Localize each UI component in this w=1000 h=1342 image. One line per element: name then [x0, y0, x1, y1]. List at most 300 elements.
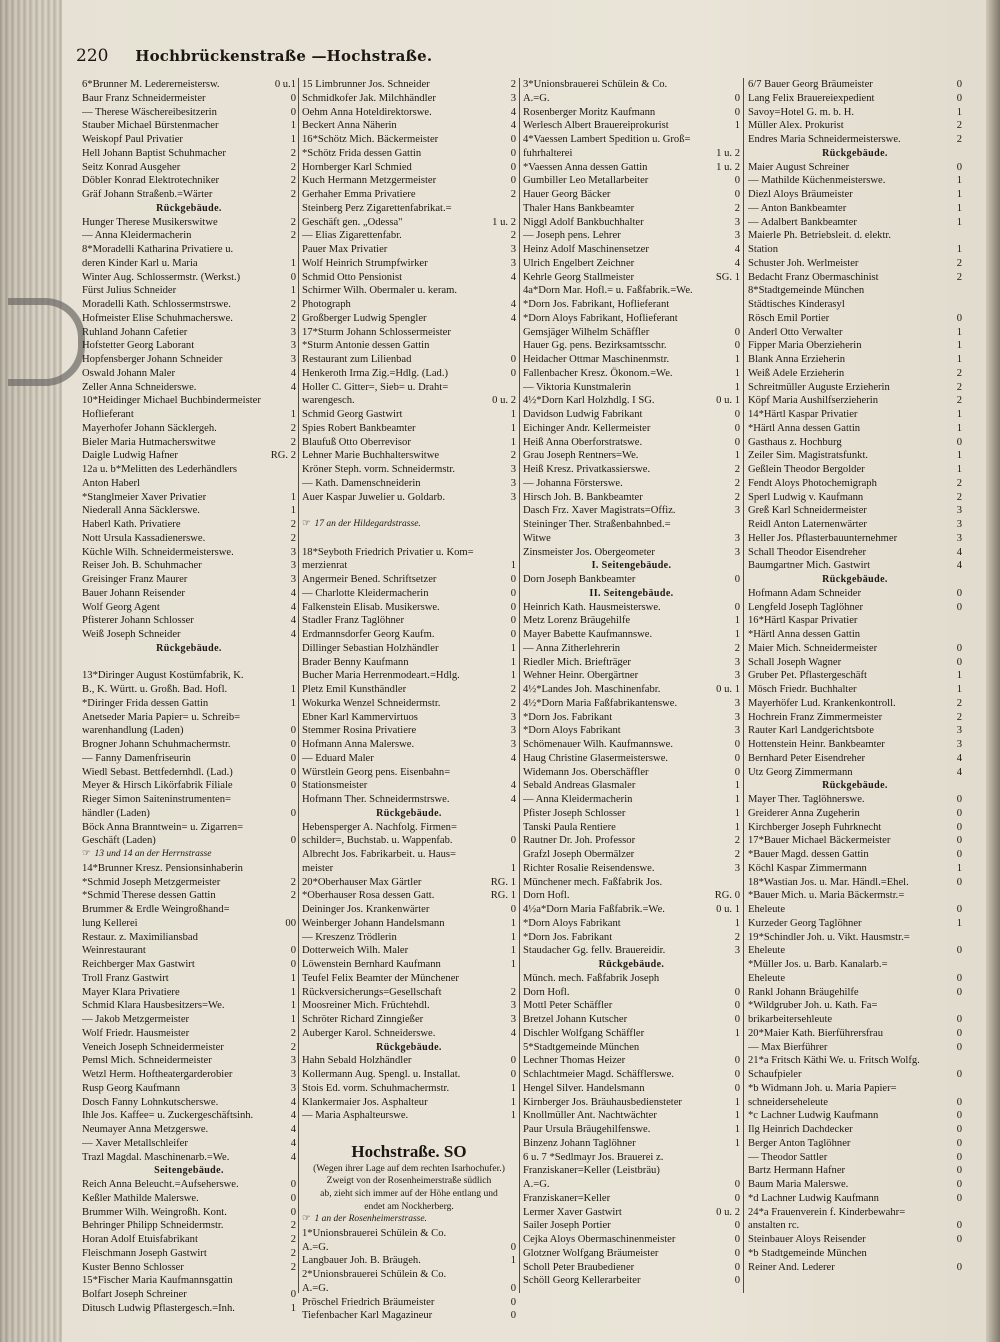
entry-text: Hahn Sebald Holzhändler: [302, 1055, 412, 1067]
entry-text: Niggl Adolf Bankbuchhalter: [523, 216, 644, 228]
directory-entry: [82, 972, 296, 986]
entry-text: 15 Limbrunner Jos. Schneider: [302, 79, 430, 90]
entry-floor: 3: [510, 464, 516, 475]
entry-floor: 1: [510, 862, 516, 874]
directory-entry: [523, 1206, 740, 1220]
entry-floor: 0: [510, 587, 516, 599]
entry-floor: 1: [510, 945, 516, 957]
directory-entry: [82, 92, 296, 106]
entry-text: Kuster Benno Schlosser: [82, 1261, 184, 1273]
directory-entry: [523, 92, 740, 106]
entry-text: Reiser Joh. B. Schuhmacher: [82, 560, 202, 572]
entry-text: 24*a Frauenverein f. Kinderbewahr=: [748, 1206, 906, 1218]
entry-text: Gruber Pet. Pflastergeschäft: [748, 670, 867, 682]
entry-floor: 1: [956, 340, 962, 352]
entry-floor: 0: [734, 1275, 740, 1287]
section-heading: Rückgebäude.: [822, 780, 888, 792]
entry-text: Fürst Julius Schneider: [82, 285, 177, 297]
entry-text: — Anna Zitherlehrerin: [523, 642, 621, 654]
entry-floor: RG. 1: [490, 890, 516, 902]
entry-floor: 0 u. 1: [716, 395, 740, 407]
directory-entry: [748, 1123, 962, 1137]
pointing-hand-icon: ☞: [82, 849, 91, 859]
directory-entry: [748, 298, 962, 312]
entry-floor: 3: [956, 739, 962, 750]
entry-floor: 0: [956, 1151, 962, 1163]
directory-entry: [523, 106, 740, 120]
entry-text: *Oberhauser Rosa dessen Gatt.: [302, 890, 435, 902]
entry-text: *Wildgruber Joh. u. Kath. Fa=: [748, 1000, 878, 1012]
directory-entry: [523, 848, 740, 862]
directory-entry: [523, 257, 740, 271]
directory-entry: [82, 876, 296, 890]
entry-floor: 0 u. 1: [716, 904, 740, 915]
entry-floor: 0: [734, 986, 740, 998]
entry-text: A.=G.: [523, 1179, 550, 1190]
entry-text: Angermeir Bened. Schriftsetzer: [302, 574, 437, 585]
entry-text: 17*Sturm Johann Schlossermeister: [302, 326, 451, 338]
entry-floor: 0: [734, 340, 740, 352]
directory-entry: [523, 1192, 740, 1206]
entry-floor: [513, 381, 516, 395]
entry-floor: 3: [290, 546, 296, 558]
entry-text: Hofmann Adam Schneider: [748, 587, 861, 599]
directory-entry: [302, 422, 516, 436]
entry-text: Daigle Ludwig Hafner: [82, 450, 178, 462]
entry-text: Mayerhofer Johann Säcklergeh.: [82, 422, 217, 434]
entry-floor: 4: [290, 1124, 296, 1135]
entry-floor: 2: [290, 299, 296, 310]
entry-floor: 2: [290, 1041, 296, 1053]
directory-entry: [523, 724, 740, 738]
entry-floor: 0: [734, 1234, 740, 1245]
directory-entry: [82, 862, 296, 876]
entry-floor: 1: [956, 450, 962, 462]
entry-text: Dischler Wolfgang Schäffler: [523, 1027, 645, 1039]
directory-entry: [302, 367, 516, 381]
entry-floor: [293, 394, 296, 408]
directory-entry: [82, 944, 296, 958]
entry-floor: 3: [510, 92, 516, 104]
entry-text: Trazl Magdal. Maschinenarb.=We.: [82, 1151, 230, 1163]
entry-floor: 2: [956, 271, 962, 283]
entry-floor: 3: [734, 697, 740, 709]
directory-entry: [82, 1082, 296, 1096]
entry-floor: 2: [734, 642, 740, 654]
entry-floor: 1: [956, 216, 962, 228]
entry-text: Bolfart Joseph Schreiner: [82, 1289, 187, 1300]
entry-floor: 1: [734, 615, 740, 627]
entry-floor: 0: [290, 780, 296, 792]
entry-floor: [959, 628, 962, 642]
entry-floor: 1: [956, 202, 962, 214]
directory-entry: [748, 766, 962, 780]
directory-entry: [302, 972, 516, 986]
entry-text: Kurzeder Georg Taglöhner: [748, 917, 862, 929]
entry-text: Hengel Silver. Handelsmann: [523, 1082, 645, 1094]
entry-text: Dorn Hofl.: [523, 986, 570, 998]
entry-text: Wiedl Sebast. Bettfedernhdl. (Lad.): [82, 766, 233, 778]
entry-floor: 2: [510, 697, 516, 709]
section-heading: Seitengebäude.: [154, 1165, 224, 1177]
entry-floor: 1: [290, 684, 296, 695]
entry-text: 18*Seyboth Friedrich Privatier u. Kom=: [302, 546, 474, 558]
entry-text: warenhandlung (Laden): [82, 725, 184, 737]
entry-text: Spies Robert Bankbeamter: [302, 422, 416, 434]
directory-entry: [82, 257, 296, 271]
street-description: endet am Nockherberg.: [364, 1200, 454, 1212]
entry-floor: 3: [734, 656, 740, 668]
directory-entry: [748, 119, 962, 133]
entry-floor: 4: [956, 546, 962, 558]
entry-floor: 1: [290, 257, 296, 269]
column-divider: [298, 78, 299, 1293]
entry-floor: RG. 1: [490, 876, 516, 888]
directory-entry: [82, 889, 296, 903]
directory-entry: [523, 422, 740, 436]
entry-text: Lengfeld Joseph Taglöhner: [748, 601, 863, 613]
entry-text: Horan Adolf Etuisfabrikant: [82, 1234, 198, 1245]
page-edge: [986, 0, 1000, 1342]
entry-text: 16*Härtl Kaspar Privatier: [748, 615, 858, 627]
entry-floor: 1: [510, 959, 516, 970]
directory-entry: [748, 367, 962, 381]
entry-floor: 0: [290, 1206, 296, 1218]
entry-text: Geschäft gen. „Odessa": [302, 216, 403, 228]
entry-text: Bernhard Peter Eisendreher: [748, 752, 866, 764]
entry-floor: 1: [290, 972, 296, 984]
directory-entry: [302, 724, 516, 738]
entry-floor: [737, 972, 740, 986]
directory-entry: [523, 326, 740, 340]
entry-floor: 3: [290, 1082, 296, 1094]
entry-floor: 1: [734, 1137, 740, 1149]
pointing-hand-icon: ☞: [302, 519, 311, 529]
directory-entry: [302, 436, 516, 450]
directory-entry: [523, 642, 740, 656]
entry-text: 1*Unionsbrauerei Schülein & Co.: [302, 1227, 447, 1239]
entry-text: — Charlotte Kleidermacherin: [302, 587, 429, 599]
entry-floor: 0: [956, 1165, 962, 1177]
entry-text: Schöll Georg Kellerarbeiter: [523, 1275, 641, 1287]
entry-text: Sailer Joseph Portier: [523, 1220, 611, 1232]
directory-entry: [302, 408, 516, 422]
entry-floor: 1: [290, 1000, 296, 1012]
entry-floor: 4: [510, 794, 516, 805]
directory-entry: [523, 573, 740, 587]
entry-floor: [959, 614, 962, 628]
directory-entry: [82, 477, 296, 491]
entry-floor: 4: [290, 615, 296, 627]
directory-entry: [302, 546, 516, 560]
entry-text: Thaler Hans Bankbeamter: [523, 202, 635, 214]
directory-entry: [302, 889, 516, 903]
directory-entry: [302, 1109, 516, 1123]
directory-entry: [82, 518, 296, 532]
directory-entry: [82, 381, 296, 395]
directory-entry: [523, 532, 740, 546]
directory-entry: [302, 353, 516, 367]
entry-floor: [737, 298, 740, 312]
entry-text: Heidacher Ottmar Maschinenmstr.: [523, 354, 670, 365]
directory-entry: [748, 848, 962, 862]
entry-text: Henkeroth Irma Zig.=Hdlg. (Lad.): [302, 367, 449, 379]
entry-floor: [737, 1164, 740, 1178]
directory-entry: [748, 1013, 962, 1027]
entry-floor: 1: [510, 409, 516, 420]
directory-entry: [302, 1096, 516, 1110]
entry-floor: 0: [290, 271, 296, 283]
entry-text: Schlachtmeier Magd. Schäfflerswe.: [523, 1069, 675, 1080]
entry-text: Meyer & Hirsch Likörfabrik Filiale: [82, 780, 233, 792]
entry-floor: SG. 1: [715, 271, 740, 283]
directory-entry: [82, 229, 296, 243]
directory-entry: [523, 216, 740, 230]
entry-floor: 0: [290, 835, 296, 847]
directory-entry: [523, 793, 740, 807]
entry-floor: 1: [510, 1255, 516, 1267]
entry-text: 16*Schötz Mich. Bäckermeister: [302, 134, 439, 145]
directory-entry: [523, 284, 740, 298]
entry-text: Reiner And. Lederer: [748, 1261, 835, 1273]
entry-text: Hoflieferant: [82, 409, 134, 420]
entry-text: Albrecht Jos. Fabrikarbeit. u. Haus=: [302, 849, 456, 860]
entry-text: Bartz Hermann Hafner: [748, 1165, 846, 1177]
entry-text: Pfister Joseph Schlosser: [523, 807, 626, 819]
directory-entry: [302, 711, 516, 725]
entry-text: Döbler Konrad Elektrotechniker: [82, 175, 220, 187]
directory-entry: [523, 491, 740, 505]
entry-text: 2*Unionsbrauerei Schülein & Co.: [302, 1269, 447, 1281]
entry-text: Holler C. Gitter=, Sieb= u. Draht=: [302, 381, 449, 393]
directory-entry: [82, 834, 296, 848]
entry-floor: 2: [956, 711, 962, 723]
entry-text: Winter Aug. Schlossermstr. (Werkst.): [82, 271, 241, 283]
directory-entry: [748, 1041, 962, 1055]
entry-text: Großberger Ludwig Spengler: [302, 312, 427, 324]
entry-floor: 0: [510, 904, 516, 915]
entry-text: Savoy=Hotel G. m. b. H.: [748, 106, 855, 118]
directory-entry: [302, 133, 516, 147]
directory-entry: [82, 752, 296, 766]
entry-text: Mottl Peter Schäffler: [523, 1000, 613, 1012]
entry-text: 12a u. b*Melitten des Lederhändlers: [82, 464, 238, 475]
directory-entry: [748, 1233, 962, 1247]
directory-entry: [82, 119, 296, 133]
directory-entry: [748, 1054, 962, 1068]
directory-entry: [302, 917, 516, 931]
directory-entry: [523, 1219, 740, 1233]
note-text: 13 und 14 an der Herrnstrasse: [94, 849, 212, 859]
entry-text: — Adalbert Bankbeamter: [748, 216, 857, 228]
entry-text: Reidl Anton Laternenwärter: [748, 519, 867, 530]
directory-entry: [748, 903, 962, 917]
entry-floor: 4: [290, 1137, 296, 1149]
entry-text: Gräf Johann Straßenb.=Wärter: [82, 189, 213, 200]
directory-entry: [523, 1027, 740, 1041]
entry-floor: 00: [285, 917, 296, 929]
entry-text: Hopfensberger Johann Schneider: [82, 354, 223, 365]
entry-floor: 3: [510, 477, 516, 489]
entry-text: 20*Maier Kath. Bierführersfrau: [748, 1027, 884, 1039]
directory-entry: [523, 367, 740, 381]
entry-floor: 3: [734, 532, 740, 544]
directory-entry: [302, 642, 516, 656]
entry-floor: 0: [956, 92, 962, 104]
entry-text: Schreitmüller Auguste Erzieherin: [748, 381, 890, 393]
entry-floor: 0: [734, 422, 740, 434]
entry-text: — Kath. Damenschneiderin: [302, 477, 421, 489]
entry-text: — Anna Kleidermacherin: [523, 794, 633, 805]
entry-floor: 0: [956, 904, 962, 915]
directory-entry: [302, 656, 516, 670]
directory-entry: [302, 614, 516, 628]
entry-floor: 0: [510, 601, 516, 613]
entry-text: Stationsmeister: [302, 780, 368, 792]
directory-entry: [523, 133, 740, 147]
entry-text: 18*Wastian Jos. u. Mar. Händl.=Ehel.: [748, 876, 909, 888]
entry-floor: 4: [290, 1110, 296, 1122]
directory-entry: [523, 1041, 740, 1055]
directory-entry: [82, 1137, 296, 1151]
entry-text: Hauer Georg Bäcker: [523, 189, 611, 200]
entry-floor: 1 u. 2: [716, 161, 740, 173]
entry-floor: [959, 1054, 962, 1068]
entry-text: anstalten rc.: [748, 1220, 800, 1232]
entry-floor: 4: [290, 601, 296, 613]
directory-entry: [82, 738, 296, 752]
entry-text: Dorn Hofl.: [523, 890, 570, 902]
entry-floor: 1 u. 2: [492, 216, 516, 228]
entry-floor: [737, 78, 740, 92]
directory-entry: [82, 573, 296, 587]
entry-floor: 1: [734, 780, 740, 792]
entry-floor: 4: [956, 766, 962, 778]
entry-text: 6 u. 7 *Sedlmayr Jos. Brauerei z.: [523, 1151, 664, 1163]
entry-text: Brummer & Erdle Weingroßhand=: [82, 904, 230, 915]
entry-floor: 0: [956, 656, 962, 668]
directory-entry: [302, 958, 516, 972]
entry-floor: 1: [956, 684, 962, 695]
entry-text: Klankermaier Jos. Asphalteur: [302, 1096, 428, 1108]
entry-text: Schömenauer Wilh. Kaufmannswe.: [523, 739, 674, 750]
directory-entry: [302, 257, 516, 271]
entry-floor: [293, 903, 296, 917]
entry-floor: 2: [956, 477, 962, 489]
directory-entry: [748, 1219, 962, 1233]
entry-floor: 0 u. 1: [716, 684, 740, 695]
entry-text: 4½a*Dorn Maria Faßfabrik.=We.: [523, 904, 665, 915]
entry-floor: 1: [510, 642, 516, 654]
entry-text: Löwenstein Bernhard Kaufmann: [302, 959, 441, 970]
section-heading: Rückgebäude.: [822, 574, 888, 585]
directory-entry: [523, 821, 740, 835]
entry-text: 4½*Landes Joh. Maschinenfabr.: [523, 684, 661, 695]
directory-entry: [302, 697, 516, 711]
entry-text: Restaurant zum Lilienbad: [302, 354, 412, 365]
entry-floor: 0: [510, 1282, 516, 1294]
directory-entry: [523, 339, 740, 353]
entry-text: Köchl Kaspar Zimmermann: [748, 862, 867, 874]
entry-text: Sperl Ludwig v. Kaufmann: [748, 491, 864, 503]
directory-entry: [748, 1068, 962, 1082]
entry-text: Weiskopf Paul Privatier: [82, 134, 183, 145]
entry-floor: 1: [290, 134, 296, 145]
entry-text: Hofmann Anna Malerswe.: [302, 739, 415, 750]
entry-text: *Sturm Antonie dessen Gattin: [302, 340, 430, 352]
entry-floor: 0: [956, 1192, 962, 1204]
entry-floor: 0: [734, 1055, 740, 1067]
directory-entry: [302, 903, 516, 917]
directory-entry: [748, 834, 962, 848]
entry-text: Pletz Emil Kunsthändler: [302, 684, 407, 695]
directory-entry: [748, 436, 962, 450]
directory-entry: [748, 326, 962, 340]
directory-entry: [82, 298, 296, 312]
entry-text: 20*Oberhauser Max Gärtler: [302, 876, 422, 888]
directory-entry: [748, 944, 962, 958]
entry-floor: [959, 229, 962, 243]
spacer: [302, 504, 516, 518]
directory-entry: [82, 394, 296, 408]
directory-entry: [82, 1041, 296, 1055]
entry-text: Dorn Joseph Bankbeamter: [523, 574, 636, 585]
entry-text: 4a*Dorn Mar. Hofl.= u. Faßfabrik.=We.: [523, 285, 693, 297]
entry-text: Heinrich Kath. Hausmeisterswe.: [523, 601, 661, 613]
entry-text: Rosenberger Moritz Kaufmann: [523, 106, 656, 118]
directory-entry: [748, 271, 962, 285]
directory-entry: [523, 119, 740, 133]
entry-floor: 2: [290, 216, 296, 228]
directory-entry: [748, 491, 962, 505]
entry-floor: [959, 1206, 962, 1220]
directory-entry: [523, 1013, 740, 1027]
entry-floor: 4: [510, 271, 516, 283]
entry-floor: [959, 1082, 962, 1096]
entry-floor: 2: [290, 532, 296, 544]
entry-floor: 0: [510, 629, 516, 640]
entry-text: Fipper Maria Oberzieherin: [748, 340, 862, 352]
entry-text: Rieger Simon Saiteninstrumenten=: [82, 794, 231, 805]
directory-entry: [82, 697, 296, 711]
section-heading: Rückgebäude.: [598, 959, 665, 970]
entry-floor: 0: [956, 876, 962, 888]
directory-entry: [82, 1219, 296, 1233]
directory-entry: [82, 614, 296, 628]
directory-entry: [302, 147, 516, 161]
entry-floor: 3: [290, 560, 296, 572]
entry-text: Keßler Mathilde Malerswe.: [82, 1192, 199, 1204]
directory-entry: [748, 656, 962, 670]
entry-floor: [293, 711, 296, 725]
entry-text: 21*a Fritsch Käthi We. u. Fritsch Wolfg.: [748, 1055, 920, 1067]
entry-floor: [513, 326, 516, 340]
column-divider: [743, 78, 744, 1293]
entry-text: Steinbauer Aloys Reisender: [748, 1234, 866, 1245]
directory-entry: [748, 422, 962, 436]
entry-text: 3*Unionsbrauerei Schülein & Co.: [523, 79, 668, 90]
entry-floor: 0: [956, 1234, 962, 1245]
entry-floor: 1: [290, 986, 296, 998]
column-divider: [519, 78, 520, 1293]
entry-floor: [513, 546, 516, 560]
entry-floor: 0: [734, 1247, 740, 1259]
entry-floor: 3: [510, 1014, 516, 1025]
entry-floor: 0: [290, 959, 296, 970]
entry-text: Scholl Peter Braubediener: [523, 1261, 635, 1273]
directory-entry: [523, 889, 740, 903]
entry-text: Bretzel Johann Kutscher: [523, 1014, 628, 1025]
